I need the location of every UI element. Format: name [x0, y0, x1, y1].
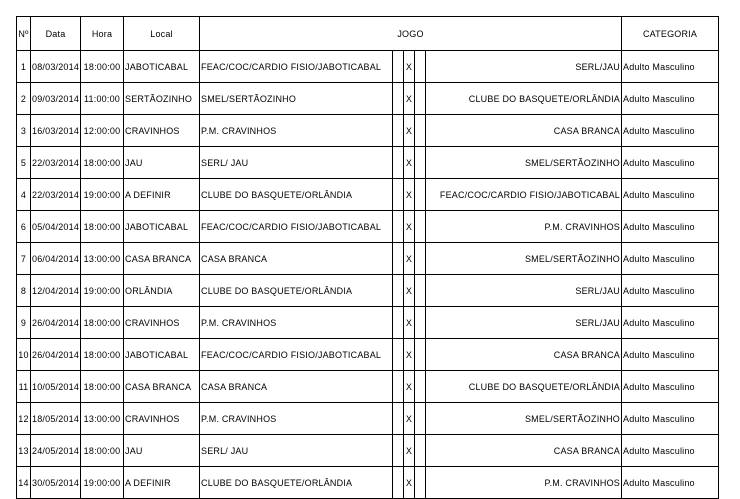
spacer-cell — [415, 147, 426, 179]
match-time: 12:00:00 — [81, 115, 124, 147]
match-number: 7 — [17, 243, 31, 275]
away-team: SMEL/SERTÃOZINHO — [426, 403, 622, 435]
match-number: 13 — [17, 435, 31, 467]
home-team: SERL/ JAU — [200, 435, 393, 467]
header-row — [17, 17, 719, 51]
home-team: CLUBE DO BASQUETE/ORLÂNDIA — [200, 179, 393, 211]
match-venue: JABOTICABAL — [124, 51, 200, 83]
away-team: FEAC/COC/CARDIO FISIO/JABOTICABAL — [426, 179, 622, 211]
match-date: 24/05/2014 — [31, 435, 81, 467]
spacer-cell — [415, 243, 426, 275]
match-venue: ORLÂNDIA — [124, 275, 200, 307]
home-team: SMEL/SERTÃOZINHO — [200, 83, 393, 115]
match-date: 30/05/2014 — [31, 467, 81, 499]
home-team: CLUBE DO BASQUETE/ORLÂNDIA — [200, 467, 393, 499]
away-team: SERL/JAU — [426, 275, 622, 307]
match-date: 06/04/2014 — [31, 243, 81, 275]
match-venue: JAU — [124, 147, 200, 179]
match-date: 05/04/2014 — [31, 211, 81, 243]
spacer-cell — [415, 307, 426, 339]
schedule-body — [17, 51, 719, 499]
spacer-cell — [415, 179, 426, 211]
versus-mark: X — [404, 371, 415, 403]
home-team: CLUBE DO BASQUETE/ORLÂNDIA — [200, 275, 393, 307]
table-row — [17, 435, 719, 467]
versus-mark: X — [404, 307, 415, 339]
versus-mark: X — [404, 339, 415, 371]
home-team: FEAC/COC/CARDIO FISIO/JABOTICABAL — [200, 339, 393, 371]
match-venue: CRAVINHOS — [124, 115, 200, 147]
match-venue: JAU — [124, 435, 200, 467]
match-category: Adulto Masculino — [622, 403, 719, 435]
match-time: 18:00:00 — [81, 371, 124, 403]
away-team: SERL/JAU — [426, 51, 622, 83]
table-row — [17, 307, 719, 339]
table-row — [17, 179, 719, 211]
table-row — [17, 51, 719, 83]
home-team: SERL/ JAU — [200, 147, 393, 179]
match-time: 18:00:00 — [81, 211, 124, 243]
match-venue: CRAVINHOS — [124, 403, 200, 435]
spacer-cell — [415, 211, 426, 243]
match-time: 18:00:00 — [81, 339, 124, 371]
home-team: CASA BRANCA — [200, 371, 393, 403]
table-row — [17, 339, 719, 371]
match-date: 12/04/2014 — [31, 275, 81, 307]
match-number: 10 — [17, 339, 31, 371]
match-venue: A DEFINIR — [124, 179, 200, 211]
header-number: Nº — [17, 17, 31, 51]
match-category: Adulto Masculino — [622, 371, 719, 403]
match-category: Adulto Masculino — [622, 243, 719, 275]
match-date: 18/05/2014 — [31, 403, 81, 435]
match-venue: A DEFINIR — [124, 467, 200, 499]
spacer-cell — [415, 83, 426, 115]
header-time: Hora — [81, 17, 124, 51]
match-number: 2 — [17, 83, 31, 115]
match-date: 08/03/2014 — [31, 51, 81, 83]
versus-mark: X — [404, 83, 415, 115]
match-number: 9 — [17, 307, 31, 339]
schedule-table — [16, 16, 719, 499]
home-team: P.M. CRAVINHOS — [200, 115, 393, 147]
spacer-cell — [415, 435, 426, 467]
spacer-cell — [393, 179, 404, 211]
match-time: 18:00:00 — [81, 435, 124, 467]
match-date: 22/03/2014 — [31, 179, 81, 211]
match-category: Adulto Masculino — [622, 51, 719, 83]
match-number: 8 — [17, 275, 31, 307]
match-number: 1 — [17, 51, 31, 83]
spacer-cell — [415, 467, 426, 499]
spacer-cell — [415, 403, 426, 435]
match-venue: SERTÃOZINHO — [124, 83, 200, 115]
table-row — [17, 403, 719, 435]
match-category: Adulto Masculino — [622, 83, 719, 115]
header-date: Data — [31, 17, 81, 51]
spacer-cell — [415, 371, 426, 403]
spacer-cell — [393, 51, 404, 83]
home-team: CASA BRANCA — [200, 243, 393, 275]
table-row — [17, 115, 719, 147]
match-category: Adulto Masculino — [622, 179, 719, 211]
match-date: 16/03/2014 — [31, 115, 81, 147]
away-team: CLUBE DO BASQUETE/ORLÂNDIA — [426, 371, 622, 403]
match-category: Adulto Masculino — [622, 275, 719, 307]
spacer-cell — [393, 435, 404, 467]
match-category: Adulto Masculino — [622, 467, 719, 499]
spacer-cell — [393, 371, 404, 403]
table-row — [17, 371, 719, 403]
versus-mark: X — [404, 51, 415, 83]
away-team: CASA BRANCA — [426, 115, 622, 147]
spacer-cell — [393, 147, 404, 179]
match-date: 10/05/2014 — [31, 371, 81, 403]
versus-mark: X — [404, 275, 415, 307]
away-team: SMEL/SERTÃOZINHO — [426, 243, 622, 275]
match-venue: JABOTICABAL — [124, 211, 200, 243]
match-venue: CASA BRANCA — [124, 371, 200, 403]
table-row — [17, 83, 719, 115]
spacer-cell — [393, 211, 404, 243]
match-number: 14 — [17, 467, 31, 499]
versus-mark: X — [404, 211, 415, 243]
match-time: 19:00:00 — [81, 179, 124, 211]
table-row — [17, 275, 719, 307]
match-time: 13:00:00 — [81, 243, 124, 275]
versus-mark: X — [404, 243, 415, 275]
away-team: CLUBE DO BASQUETE/ORLÂNDIA — [426, 83, 622, 115]
match-category: Adulto Masculino — [622, 211, 719, 243]
versus-mark: X — [404, 147, 415, 179]
home-team: FEAC/COC/CARDIO FISIO/JABOTICABAL — [200, 211, 393, 243]
table-row — [17, 211, 719, 243]
versus-mark: X — [404, 179, 415, 211]
match-number: 11 — [17, 371, 31, 403]
match-category: Adulto Masculino — [622, 435, 719, 467]
versus-mark: X — [404, 435, 415, 467]
spacer-cell — [393, 115, 404, 147]
match-time: 19:00:00 — [81, 467, 124, 499]
header-category: CATEGORIA — [622, 17, 719, 51]
table-row — [17, 467, 719, 499]
spacer-cell — [393, 275, 404, 307]
home-team: FEAC/COC/CARDIO FISIO/JABOTICABAL — [200, 51, 393, 83]
spacer-cell — [393, 467, 404, 499]
match-category: Adulto Masculino — [622, 115, 719, 147]
match-number: 3 — [17, 115, 31, 147]
spacer-cell — [415, 115, 426, 147]
match-date: 22/03/2014 — [31, 147, 81, 179]
spacer-cell — [393, 83, 404, 115]
away-team: SMEL/SERTÃOZINHO — [426, 147, 622, 179]
away-team: SERL/JAU — [426, 307, 622, 339]
match-time: 11:00:00 — [81, 83, 124, 115]
match-venue: CASA BRANCA — [124, 243, 200, 275]
spacer-cell — [393, 339, 404, 371]
spacer-cell — [393, 307, 404, 339]
match-category: Adulto Masculino — [622, 147, 719, 179]
away-team: P.M. CRAVINHOS — [426, 467, 622, 499]
away-team: P.M. CRAVINHOS — [426, 211, 622, 243]
match-time: 19:00:00 — [81, 275, 124, 307]
match-time: 18:00:00 — [81, 51, 124, 83]
match-number: 12 — [17, 403, 31, 435]
match-venue: CRAVINHOS — [124, 307, 200, 339]
spacer-cell — [415, 275, 426, 307]
match-time: 18:00:00 — [81, 147, 124, 179]
header-game: JOGO — [200, 17, 622, 51]
match-number: 6 — [17, 211, 31, 243]
away-team: CASA BRANCA — [426, 435, 622, 467]
table-row — [17, 147, 719, 179]
versus-mark: X — [404, 115, 415, 147]
away-team: CASA BRANCA — [426, 339, 622, 371]
home-team: P.M. CRAVINHOS — [200, 307, 393, 339]
match-number: 5 — [17, 147, 31, 179]
match-time: 13:00:00 — [81, 403, 124, 435]
match-date: 26/04/2014 — [31, 339, 81, 371]
spacer-cell — [393, 243, 404, 275]
match-number: 4 — [17, 179, 31, 211]
match-category: Adulto Masculino — [622, 339, 719, 371]
table-row — [17, 243, 719, 275]
versus-mark: X — [404, 403, 415, 435]
match-time: 18:00:00 — [81, 307, 124, 339]
match-date: 09/03/2014 — [31, 83, 81, 115]
home-team: P.M. CRAVINHOS — [200, 403, 393, 435]
spacer-cell — [393, 403, 404, 435]
match-category: Adulto Masculino — [622, 307, 719, 339]
match-date: 26/04/2014 — [31, 307, 81, 339]
spacer-cell — [415, 339, 426, 371]
header-venue: Local — [124, 17, 200, 51]
match-venue: JABOTICABAL — [124, 339, 200, 371]
versus-mark: X — [404, 467, 415, 499]
spacer-cell — [415, 51, 426, 83]
